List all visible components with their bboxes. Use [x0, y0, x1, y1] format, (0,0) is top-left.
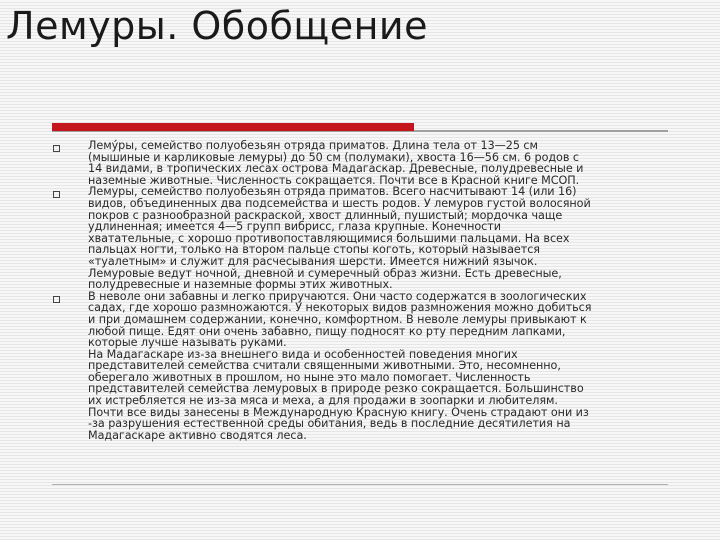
list-item	[52, 291, 674, 442]
text-line: полудревесные и наземные формы этих животных.	[88, 278, 393, 292]
square-bullet-icon	[53, 145, 60, 152]
square-bullet-icon	[53, 191, 60, 198]
text-line: удлиненная; имеется 4—5 групп вибрисс, глаза крупные. Конечности	[88, 220, 501, 234]
text-line: В неволе они забавны и легко приручаются. Они часто содержатся в зоологических	[88, 289, 587, 303]
text-line: Лемуровые ведут ночной, дневной и сумеречный образ жизни. Есть древесные,	[88, 266, 562, 280]
text-line: -за разрушения естественной среды обитания, ведь в последние десятилетия на	[88, 417, 571, 431]
text-line: хватательные, с хорошо противопоставляющимися большими пальцами. На всех	[88, 231, 570, 245]
text-line: оберегало животных в прошлом, но ныне это мало помогает. Численность	[88, 370, 531, 384]
text-line: наземные животные. Численность сокращается. Почти все в Красной книге МСОП.	[88, 173, 580, 187]
text-line: садах, где хорошо размножаются. У некоторых видов размножения можно добиться	[88, 301, 592, 315]
text-line: «туалетным» и служит для расчесывания шерсти. Имеется нижний язычок.	[88, 254, 538, 268]
text-line: представителей семейства считали священными животными. Это, несомненно,	[88, 359, 561, 373]
text-line: видов, объединенных два подсемейства и шесть родов. У лемуров густой волосяной	[88, 196, 591, 210]
text-line: 14 видами, в тропических лесах острова Мадагаскар. Древесные, полудревесные и	[88, 162, 584, 176]
title-accent-bar	[52, 123, 414, 131]
text-line: представителей семейства лемуровых в природе резко сокращается. Большинство	[88, 382, 584, 396]
text-line: Почти все виды занесены в Международную Красную книгу. Очень страдают они из	[88, 405, 589, 419]
text-line: любой пище. Едят они очень забавно, пищу подносят ко рту передним лапками,	[88, 324, 566, 338]
text-line: Лему́ры, семейство полуобезьян отряда приматов. Длина тела от 13—25 см	[88, 139, 538, 152]
text-line: покров с разнообразной раскраской, хвост длинный, пушистый; мордочка чаще	[88, 208, 563, 222]
text-line: и при домашнем содержании, конечно, комфортном. В неволе лемуры привыкают к	[88, 312, 587, 326]
text-line: Мадагаскаре активно сводятся леса.	[88, 428, 307, 442]
paragraph	[88, 140, 674, 186]
text-line: (мышиные и карликовые лемуры) до 50 см (полумаки), хвоста 16—56 см. 6 родов с	[88, 150, 579, 164]
text-line: которые лучше называть руками.	[88, 336, 287, 350]
paragraph	[88, 291, 674, 442]
text-line: пальцах ногти, только на втором пальце стопы коготь, который называется	[88, 243, 540, 257]
list-item	[52, 140, 674, 186]
list-item	[52, 186, 674, 290]
text-line: Лемуры, семейство полуобезьян отряда приматов. Всего насчитывают 14 (или 16)	[88, 185, 577, 199]
text-line: На Мадагаскаре из-за внешнего вида и особенностей поведения многих	[88, 347, 518, 361]
text-line: их истребляется не из-за мяса и меха, а для продажи в зоопарки и любителям.	[88, 394, 558, 408]
bottom-divider	[52, 484, 668, 485]
paragraph	[88, 186, 674, 290]
square-bullet-icon	[53, 296, 60, 303]
bullet-list	[52, 140, 674, 441]
page-title: Лемуры. Обобщение	[6, 4, 429, 48]
